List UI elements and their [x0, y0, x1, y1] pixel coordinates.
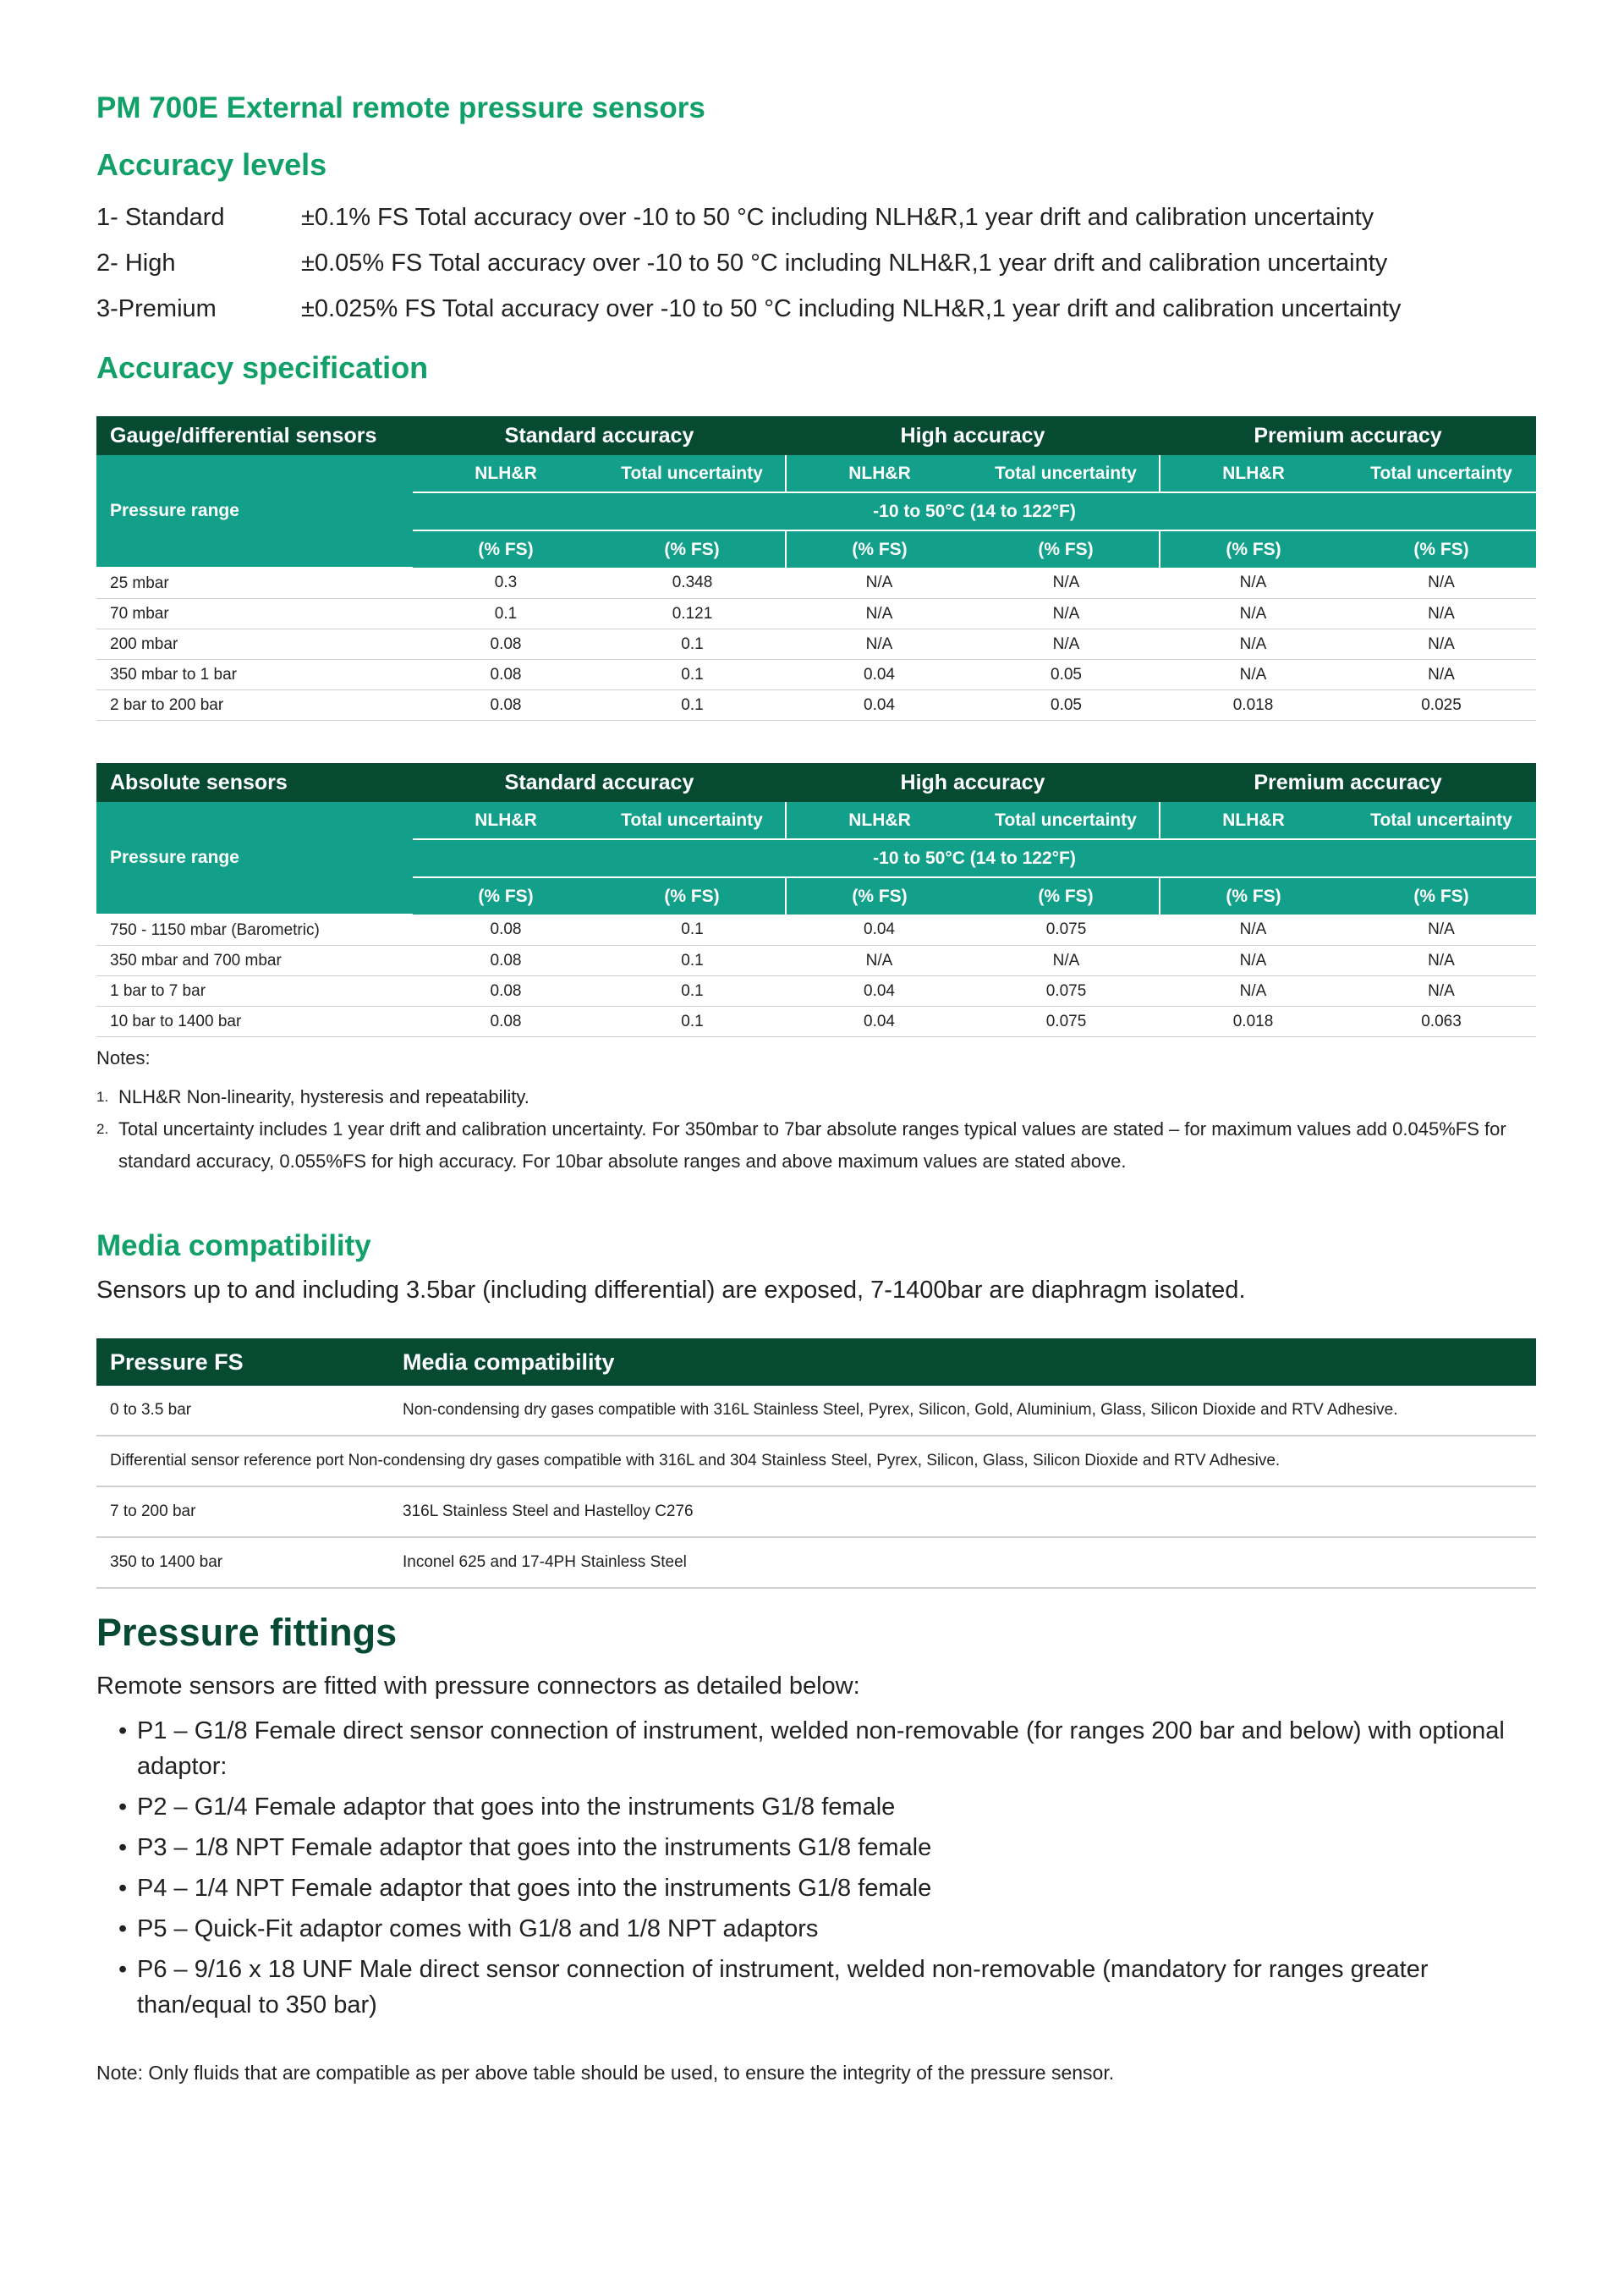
nlh-header: NLH&R: [786, 802, 973, 839]
value-cell: 0.1: [599, 946, 786, 976]
value-cell: N/A: [1347, 915, 1536, 946]
notes-heading: Notes:: [96, 1047, 151, 1068]
bullet-icon: •: [118, 1875, 128, 1902]
fitting-text: P1 – G1/8 Female direct sensor connection of instrument, welded non-removable (for ranges 200 bar and below) with optional adaptor:: [137, 1717, 1505, 1780]
range-cell: 0 to 3.5 bar: [96, 1386, 389, 1436]
note-item: [96, 1113, 1551, 1178]
table-title: Gauge/differential sensors: [110, 423, 377, 448]
bullet-icon: •: [118, 1717, 128, 1744]
value-cell: 0.08: [413, 946, 599, 976]
unit-label: (% FS): [973, 877, 1160, 915]
value-cell: N/A: [1160, 599, 1347, 629]
list-item: [118, 1789, 1539, 1825]
group-standard: Standard accuracy: [504, 770, 694, 794]
value-cell: 0.04: [786, 660, 973, 690]
value-cell: N/A: [1347, 568, 1536, 599]
media-table: [96, 1338, 1536, 1589]
value-cell: 0.1: [599, 660, 786, 690]
range-cell: 7 to 200 bar: [96, 1486, 389, 1537]
value-cell: 0.348: [599, 568, 786, 599]
value-cell: 0.08: [413, 976, 599, 1007]
fittings-list: [118, 1713, 1539, 2028]
value-cell: N/A: [1347, 946, 1536, 976]
total-header: Total uncertainty: [599, 455, 786, 492]
value-cell: N/A: [1347, 660, 1536, 690]
fittings-note: Note: Only fluids that are compatible as per above table should be used, to ensure the integrity of the pressure sensor.: [96, 2062, 1115, 2084]
temperature-range: -10 to 50°C (14 to 122°F): [413, 839, 1536, 877]
gauge-accuracy-table: [96, 416, 1536, 721]
value-cell: 0.08: [413, 690, 599, 721]
pressure-range-label: Pressure range: [96, 802, 413, 915]
value-cell: 0.04: [786, 1007, 973, 1037]
unit-label: (% FS): [973, 530, 1160, 568]
total-header: Total uncertainty: [973, 802, 1160, 839]
value-cell: N/A: [1160, 660, 1347, 690]
bullet-icon: •: [118, 1793, 128, 1821]
value-cell: N/A: [786, 946, 973, 976]
value-cell: 0.1: [413, 599, 599, 629]
accuracy-spec-heading: Accuracy specification: [96, 350, 429, 385]
range-cell: 200 mbar: [96, 629, 413, 660]
accuracy-levels-list: [96, 195, 1534, 332]
table-row: [96, 976, 1536, 1007]
accuracy-level-premium: [96, 286, 1534, 332]
list-item: [118, 1830, 1539, 1865]
range-cell: 70 mbar: [96, 599, 413, 629]
value-cell: 0.025: [1347, 690, 1536, 721]
media-heading: Media compatibility: [96, 1229, 371, 1262]
value-cell: 0.063: [1347, 1007, 1536, 1037]
bullet-icon: •: [118, 1915, 128, 1942]
value-cell: 0.1: [599, 915, 786, 946]
unit-label: (% FS): [599, 877, 786, 915]
note-text: Total uncertainty includes 1 year drift and calibration uncertainty. For 350mbar to 7bar absolute ranges typical values are stated – for maximum values add 0.045%FS for standard accuracy, 0.055%FS for high accuracy. For 10bar absolute ranges and above maximum values are stated above.: [118, 1118, 1506, 1172]
table-row: [96, 915, 1536, 946]
table-row: [96, 1436, 1536, 1486]
media-intro: Sensors up to and including 3.5bar (including differential) are exposed, 7-1400bar are diaphragm isolated.: [96, 1277, 1246, 1304]
notes: [96, 1047, 1551, 1178]
range-cell: 350 to 1400 bar: [96, 1537, 389, 1588]
fittings-heading: Pressure fittings: [96, 1611, 398, 1654]
range-cell: 750 - 1150 mbar (Barometric): [96, 915, 413, 946]
value-cell: 0.075: [973, 976, 1160, 1007]
value-cell: 0.1: [599, 976, 786, 1007]
value-cell: N/A: [1160, 976, 1347, 1007]
note-number: 1.: [96, 1089, 109, 1105]
group-high: High accuracy: [900, 770, 1045, 794]
page-title: PM 700E External remote pressure sensors: [96, 91, 705, 124]
table-row: [96, 1486, 1536, 1537]
table-row: [96, 568, 1536, 599]
media-cell: Inconel 625 and 17-4PH Stainless Steel: [389, 1537, 1536, 1588]
fitting-text: P5 – Quick-Fit adaptor comes with G1/8 and 1/8 NPT adaptors: [137, 1915, 819, 1942]
total-header: Total uncertainty: [1347, 802, 1536, 839]
list-item: [118, 1911, 1539, 1947]
unit-label: (% FS): [1226, 886, 1281, 906]
nlh-header: NLH&R: [413, 455, 599, 492]
value-cell: 0.04: [786, 690, 973, 721]
value-cell: N/A: [1160, 568, 1347, 599]
value-cell: N/A: [973, 568, 1160, 599]
table-row: [96, 629, 1536, 660]
range-cell: 10 bar to 1400 bar: [96, 1007, 413, 1037]
value-cell: 0.1: [599, 690, 786, 721]
fittings-intro: Remote sensors are fitted with pressure connectors as detailed below:: [96, 1673, 860, 1700]
table-row: [96, 1537, 1536, 1588]
table-row: [96, 1386, 1536, 1436]
nlh-header: NLH&R: [1160, 802, 1347, 839]
subheader-row: [96, 455, 1536, 492]
value-cell: 0.04: [786, 915, 973, 946]
fitting-text: P3 – 1/8 NPT Female adaptor that goes into the instruments G1/8 female: [137, 1834, 932, 1861]
level-description: ±0.025% FS Total accuracy over -10 to 50 °C including NLH&R,1 year drift and calibration uncertainty: [301, 294, 1402, 322]
fitting-text: P4 – 1/4 NPT Female adaptor that goes into the instruments G1/8 female: [137, 1875, 932, 1902]
value-cell: 0.05: [973, 690, 1160, 721]
range-cell: 1 bar to 7 bar: [96, 976, 413, 1007]
table-header-row: [96, 1338, 1536, 1386]
unit-label: (% FS): [478, 539, 534, 559]
value-cell: 0.018: [1160, 690, 1347, 721]
table-row: [96, 946, 1536, 976]
unit-label: (% FS): [852, 539, 908, 559]
fitting-text: P6 – 9/16 x 18 UNF Male direct sensor connection of instrument, welded non-removable (mandatory for ranges greater than/equal to 350 bar): [137, 1956, 1429, 2019]
value-cell: N/A: [786, 568, 973, 599]
total-header: Total uncertainty: [599, 802, 786, 839]
value-cell: N/A: [1347, 599, 1536, 629]
value-cell: 0.3: [413, 568, 599, 599]
unit-label: (% FS): [599, 530, 786, 568]
value-cell: 0.1: [599, 1007, 786, 1037]
value-cell: N/A: [973, 629, 1160, 660]
differential-port-cell: Differential sensor reference port Non-condensing dry gases compatible with 316L and 304 Stainless Steel, Pyrex, Silicon, Glass, Silicon Dioxide and RTV Adhesive.: [96, 1436, 1536, 1486]
value-cell: N/A: [1160, 915, 1347, 946]
subheader-row: [96, 802, 1536, 839]
value-cell: N/A: [973, 599, 1160, 629]
table-row: [96, 1007, 1536, 1037]
note-number: 2.: [96, 1121, 109, 1137]
nlh-header: NLH&R: [413, 802, 599, 839]
unit-label: (% FS): [852, 886, 908, 906]
value-cell: 0.018: [1160, 1007, 1347, 1037]
group-premium: Premium accuracy: [1254, 770, 1442, 794]
accuracy-level-standard: [96, 195, 1534, 240]
nlh-header: NLH&R: [1160, 455, 1347, 492]
value-cell: N/A: [973, 946, 1160, 976]
table-row: [96, 599, 1536, 629]
group-premium: Premium accuracy: [1254, 423, 1442, 448]
media-cell: Non-condensing dry gases compatible with 316L Stainless Steel, Pyrex, Silicon, Gold, Aluminium, Glass, Silicon Dioxide and RTV Adhesive.: [389, 1386, 1536, 1436]
group-standard: Standard accuracy: [504, 423, 694, 448]
temperature-range: -10 to 50°C (14 to 122°F): [413, 492, 1536, 530]
pressure-range-label: Pressure range: [96, 455, 413, 568]
list-item: [118, 1952, 1539, 2023]
level-description: ±0.05% FS Total accuracy over -10 to 50 °C including NLH&R,1 year drift and calibration uncertainty: [301, 249, 1388, 277]
value-cell: N/A: [1347, 976, 1536, 1007]
value-cell: N/A: [1347, 629, 1536, 660]
note-item: [96, 1081, 1551, 1113]
total-header: Total uncertainty: [973, 455, 1160, 492]
table-title: Absolute sensors: [110, 770, 288, 794]
total-header: Total uncertainty: [1347, 455, 1536, 492]
table-header-row: [96, 763, 1536, 802]
media-cell: 316L Stainless Steel and Hastelloy C276: [389, 1486, 1536, 1537]
value-cell: 0.08: [413, 629, 599, 660]
level-name: 2- High: [96, 249, 176, 277]
bullet-icon: •: [118, 1834, 128, 1861]
group-high: High accuracy: [900, 423, 1045, 448]
value-cell: 0.08: [413, 915, 599, 946]
value-cell: 0.075: [973, 1007, 1160, 1037]
value-cell: N/A: [1160, 946, 1347, 976]
unit-label: (% FS): [1413, 886, 1469, 906]
fitting-text: P2 – G1/4 Female adaptor that goes into the instruments G1/8 female: [137, 1793, 896, 1821]
range-cell: 25 mbar: [96, 568, 413, 599]
value-cell: 0.075: [973, 915, 1160, 946]
level-name: 3-Premium: [96, 294, 217, 322]
bullet-icon: •: [118, 1956, 128, 1983]
unit-label: (% FS): [1413, 539, 1469, 559]
unit-label: (% FS): [1226, 539, 1281, 559]
accuracy-level-high: [96, 240, 1534, 286]
value-cell: 0.08: [413, 660, 599, 690]
col-media-compatibility: Media compatibility: [389, 1338, 1536, 1386]
value-cell: 0.1: [599, 629, 786, 660]
value-cell: N/A: [786, 599, 973, 629]
unit-label: (% FS): [478, 886, 534, 906]
value-cell: 0.04: [786, 976, 973, 1007]
value-cell: 0.08: [413, 1007, 599, 1037]
value-cell: 0.121: [599, 599, 786, 629]
level-description: ±0.1% FS Total accuracy over -10 to 50 °C including NLH&R,1 year drift and calibration uncertainty: [301, 203, 1374, 231]
table-header-row: [96, 416, 1536, 455]
range-cell: 2 bar to 200 bar: [96, 690, 413, 721]
value-cell: N/A: [786, 629, 973, 660]
list-item: [118, 1870, 1539, 1906]
range-cell: 350 mbar to 1 bar: [96, 660, 413, 690]
note-text: NLH&R Non-linearity, hysteresis and repeatability.: [118, 1086, 529, 1107]
accuracy-levels-heading: Accuracy levels: [96, 147, 327, 182]
level-name: 1- Standard: [96, 203, 225, 231]
value-cell: 0.05: [973, 660, 1160, 690]
absolute-accuracy-table: [96, 763, 1536, 1037]
col-pressure-fs: Pressure FS: [96, 1338, 389, 1386]
table-row: [96, 660, 1536, 690]
nlh-header: NLH&R: [786, 455, 973, 492]
table-row: [96, 690, 1536, 721]
value-cell: N/A: [1160, 629, 1347, 660]
list-item: [118, 1713, 1539, 1784]
range-cell: 350 mbar and 700 mbar: [96, 946, 413, 976]
